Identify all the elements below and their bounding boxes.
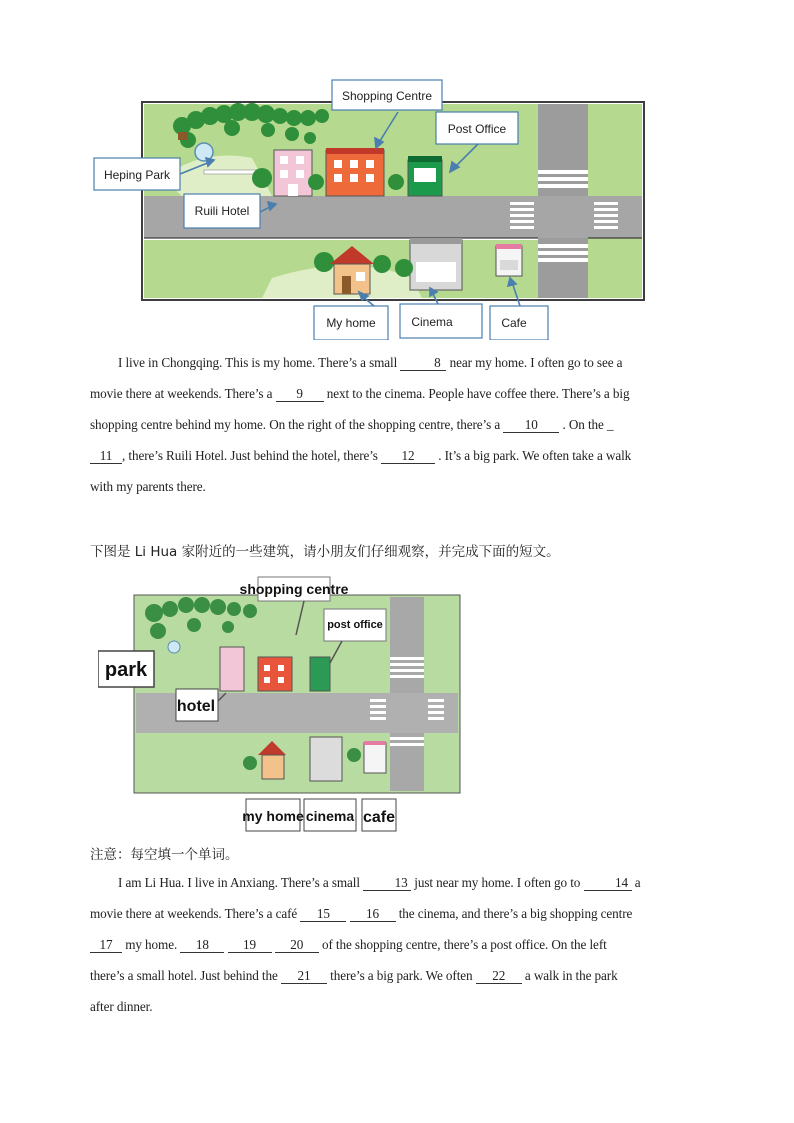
label-cafe <box>490 306 548 340</box>
svg-text:cafe: cafe <box>362 809 396 826</box>
blank-22[interactable]: 22 <box>476 968 522 984</box>
blank-12[interactable]: 12 <box>381 448 435 464</box>
svg-text:Cafe: Cafe <box>501 316 527 330</box>
passage-1 <box>90 347 702 502</box>
blank-8[interactable]: 8 <box>400 355 446 371</box>
blank-13[interactable]: 13 <box>363 875 411 891</box>
label-my-home <box>314 306 388 340</box>
blank-15[interactable]: 15 <box>300 906 346 922</box>
blank-16[interactable]: 16 <box>350 906 396 922</box>
ruili-hotel-building-icon <box>274 150 312 196</box>
blank-20[interactable]: 20 <box>275 937 319 953</box>
town-map-2 <box>98 565 468 835</box>
hotel-building-icon <box>220 647 244 691</box>
shopping-centre-building-icon <box>326 148 384 196</box>
label-cinema <box>400 304 482 338</box>
label-post-office <box>436 112 518 144</box>
instruction-text: 下图是 Li Hua 家附近的一些建筑，请小朋友们仔细观察，并完成下面的短文。 <box>90 544 560 560</box>
blank-21[interactable]: 21 <box>281 968 327 984</box>
svg-text:my home: my home <box>242 808 304 824</box>
passage-2-line-4: there’s a small hotel. Just behind the 21 there’s a big park. We often 22 a walk in the park <box>90 968 618 983</box>
blank-17[interactable]: 17 <box>90 937 122 953</box>
svg-text:Shopping Centre: Shopping Centre <box>341 89 433 103</box>
blank-9[interactable]: 9 <box>276 386 324 402</box>
passage-1-line-3: shopping centre behind my home. On the right of the shopping centre, there’s a 10 . On the _ <box>90 417 614 432</box>
label-cinema <box>304 799 356 831</box>
passage-1-line-2: movie there at weekends. There’s a 9 next to the cinema. People have coffee there. There’s a big <box>90 386 630 401</box>
svg-text:shopping centre: shopping centre <box>239 581 349 597</box>
cafe-building-icon <box>496 244 522 276</box>
passage-2-line-3: 17 my home. 18 19 20 of the shopping centre, there’s a post office. On the left <box>90 929 702 960</box>
svg-text:My home: My home <box>326 316 376 330</box>
post-office-building-icon <box>310 657 330 691</box>
svg-text:Post Office: Post Office <box>447 122 507 136</box>
label-hotel <box>176 689 218 721</box>
blank-18[interactable]: 18 <box>180 937 224 953</box>
label-heping-park <box>94 158 180 190</box>
label-post-office <box>324 609 386 641</box>
label-park <box>98 651 154 687</box>
passage-2-line-1: I am Li Hua. I live in Anxiang. There’s a small 13 just near my home. I often go to 14 a <box>118 875 641 890</box>
svg-text:hotel: hotel <box>176 698 216 715</box>
passage-1-line-1: I live in Chongqing. This is my home. There’s a small 8 near my home. I often go to see a <box>118 355 623 370</box>
cinema-building-icon <box>310 737 342 781</box>
svg-text:park: park <box>104 659 148 681</box>
blank-19[interactable]: 19 <box>228 937 272 953</box>
town-map-1 <box>92 78 652 340</box>
passage-1-line-5: with my parents there. <box>90 479 206 494</box>
note-text: 注意：每空填一个单词。 <box>90 847 239 863</box>
svg-text:Cinema: Cinema <box>411 315 453 329</box>
label-ruili-hotel <box>184 194 260 228</box>
blank-11[interactable]: 11 <box>90 448 122 464</box>
svg-text:Heping Park: Heping Park <box>103 168 171 182</box>
cafe-building-icon <box>364 741 386 773</box>
svg-text:Ruili Hotel: Ruili Hotel <box>194 204 250 218</box>
label-my-home <box>242 799 304 831</box>
passage-1-line-4: 11 , there’s Ruili Hotel. Just behind the hotel, there’s 12 . It’s a big park. We often take a walk <box>90 440 702 471</box>
passage-2-line-2: movie there at weekends. There’s a café 15 16 the cinema, and there’s a big shopping centre <box>90 906 633 921</box>
label-shopping-centre <box>332 80 442 110</box>
svg-text:post office: post office <box>327 619 383 631</box>
post-office-building-icon <box>408 156 442 196</box>
svg-text:cinema: cinema <box>305 808 355 824</box>
label-cafe <box>362 799 396 831</box>
passage-2-line-5: after dinner. <box>90 999 153 1014</box>
blank-14[interactable]: 14 <box>584 875 632 891</box>
blank-10[interactable]: 10 <box>503 417 559 433</box>
shopping-centre-building-icon <box>258 657 292 691</box>
passage-2 <box>90 867 702 1022</box>
